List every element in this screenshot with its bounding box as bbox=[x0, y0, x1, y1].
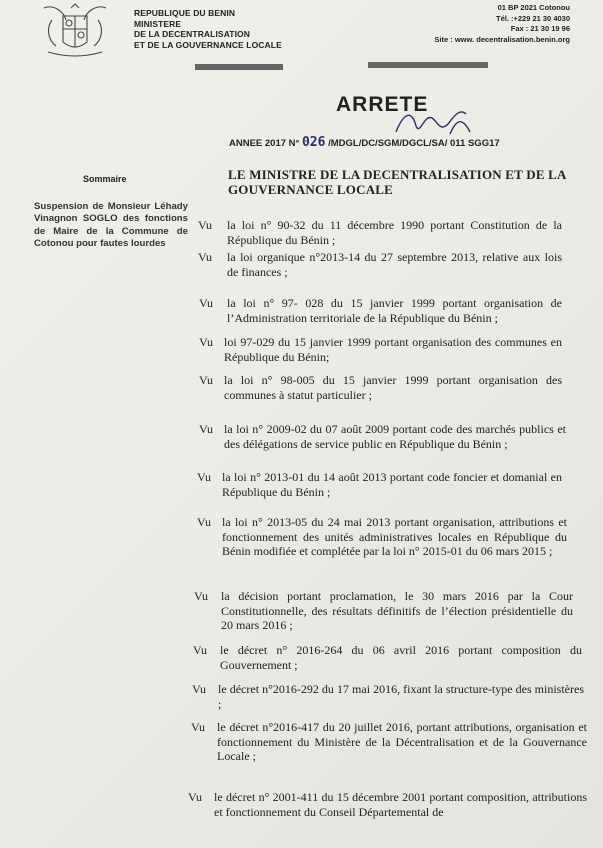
contact-block bbox=[398, 3, 570, 45]
minister-heading: LE MINISTRE DE LA DECENTRALISATION ET DE LA GOUVERNANCE LOCALE bbox=[228, 167, 566, 197]
decree-number: 026 bbox=[301, 135, 326, 150]
reference-suffix: /MDGL/DC/SGM/DGCL/SA/ 011 SGG17 bbox=[328, 138, 500, 149]
consideration-text: la décision portant proclamation, le 30 mars 2016 par la Cour Constitutionnelle, des résultats définitifs de l’élection présidentielle du 20 mars 2016 ; bbox=[221, 589, 573, 632]
header-line: DE LA DECENTRALISATION bbox=[134, 29, 251, 39]
consideration-text: le décret n°2016-417 du 20 juillet 2016, portant attributions, organisation et fonctionnement du Ministère de la Décentralisation et de la Gouvernance Locale ; bbox=[217, 720, 587, 763]
ministry-header bbox=[134, 8, 282, 50]
vu-label: Vu bbox=[188, 790, 202, 804]
summary-text: Suspension de Monsieur Léhady Vinagnon SOGLO des fonctions de Maire de la Commune de Cotonou pour fautes lourdes bbox=[34, 201, 188, 249]
consideration-text: la loi n° 2009-02 du 07 août 2009 portant code des marchés publics et des délégations de service public en République du Bénin ; bbox=[224, 422, 566, 451]
consideration-text: le décret n° 2016-264 du 06 avril 2016 portant composition du Gouvernement ; bbox=[220, 643, 582, 672]
contact-line: 01 BP 2021 Cotonou bbox=[497, 3, 570, 12]
vu-label: Vu bbox=[198, 218, 212, 232]
document-title: ARRETE bbox=[336, 93, 429, 116]
vu-label: Vu bbox=[193, 643, 207, 657]
contact-line: Site : www. decentralisation.benin.org bbox=[434, 34, 570, 44]
consideration-text: la loi n° 2013-01 du 14 août 2013 portant code foncier et domanial en République du Bénin ; bbox=[222, 470, 562, 499]
consideration-text: la loi n° 98-005 du 15 janvier 1999 portant organisation des communes à statut particulier ; bbox=[224, 373, 562, 402]
handwritten-signature bbox=[390, 106, 480, 138]
vu-label: Vu bbox=[192, 682, 206, 696]
header-line: ET DE LA GOUVERNANCE LOCALE bbox=[134, 39, 282, 50]
decree-reference bbox=[229, 135, 500, 150]
header-line: MINISTERE bbox=[134, 18, 182, 29]
header-divider bbox=[368, 62, 488, 68]
vu-label: Vu bbox=[197, 515, 211, 529]
vu-label: Vu bbox=[199, 296, 213, 310]
coat-of-arms-icon bbox=[36, 2, 114, 60]
consideration-text: la loi n° 97- 028 du 15 janvier 1999 portant organisation de l’Administration territoriale de la République du Bénin ; bbox=[227, 296, 562, 325]
consideration-text: loi 97-029 du 15 janvier 1999 portant organisation des communes en République du Bénin; bbox=[224, 335, 562, 364]
header-line: REPUBLIQUE DU BENIN bbox=[134, 8, 236, 18]
vu-label: Vu bbox=[199, 373, 213, 387]
header-divider bbox=[195, 64, 283, 70]
consideration-text: la loi organique n°2013-14 du 27 septembre 2013, relative aux lois de finances ; bbox=[227, 250, 562, 279]
consideration-text: le décret n°2016-292 du 17 mai 2016, fixant la structure-type des ministères ; bbox=[218, 682, 584, 711]
consideration-text: la loi n° 90-32 du 11 décembre 1990 portant Constitution de la République du Bénin ; bbox=[227, 218, 562, 247]
vu-label: Vu bbox=[199, 422, 213, 436]
vu-label: Vu bbox=[194, 589, 208, 603]
vu-label: Vu bbox=[199, 335, 213, 349]
vu-label: Vu bbox=[198, 250, 212, 264]
vu-label: Vu bbox=[197, 470, 211, 484]
summary-heading: Sommaire bbox=[83, 174, 127, 184]
consideration-text: le décret n° 2001-411 du 15 décembre 2001 portant composition, attributions et fonctionnement du Conseil Départemental de bbox=[214, 790, 587, 819]
consideration-text: la loi n° 2013-05 du 24 mai 2013 portant organisation, attributions et fonctionnement des unités administratives locales en République du Bénin modifiée et complétée par la loi n° 2015-01 du 06 mars 2015 ; bbox=[222, 515, 567, 558]
contact-line: Fax : 21 30 19 96 bbox=[510, 24, 570, 33]
reference-prefix: ANNEE 2017 N° bbox=[229, 138, 300, 149]
contact-line: Tél. :+229 21 30 4030 bbox=[495, 13, 570, 23]
vu-label: Vu bbox=[191, 720, 205, 734]
